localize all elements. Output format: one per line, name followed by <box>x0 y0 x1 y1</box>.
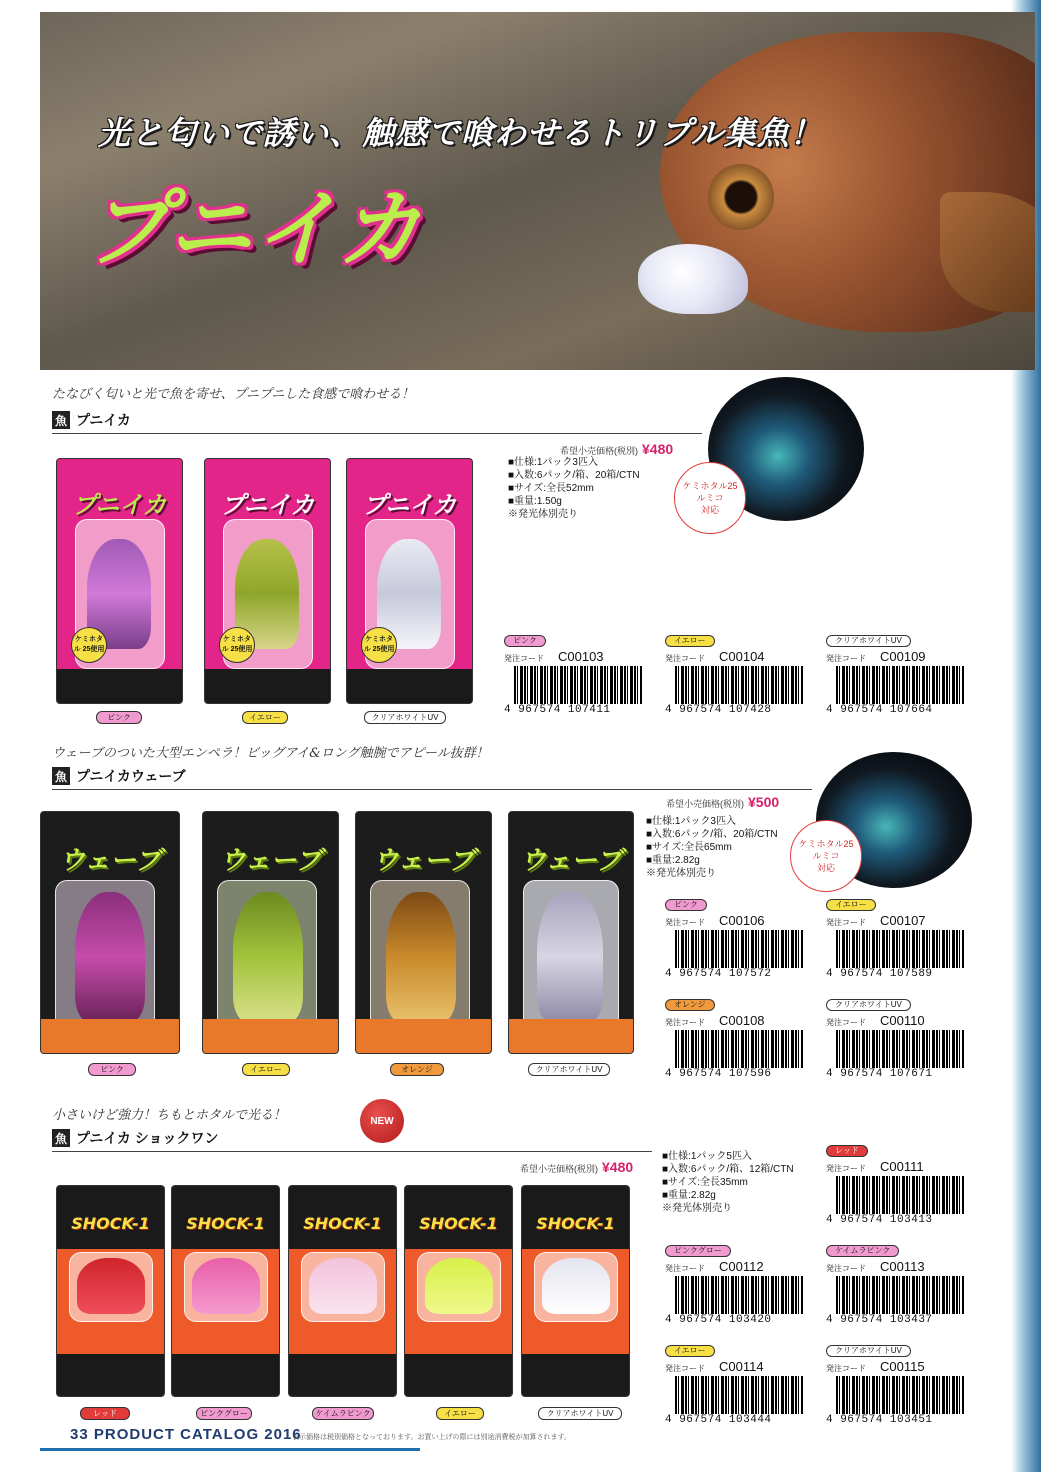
spec-line: ■入数:6パック/箱、12箱/CTN <box>662 1164 794 1175</box>
color-tag: ピンクグロー <box>196 1407 252 1420</box>
barcode-color-tag: イエロー <box>826 899 876 911</box>
package-title: プニイカ <box>362 491 457 519</box>
order-code <box>504 649 654 664</box>
product-package <box>404 1185 513 1397</box>
barcode-color-tag: イエロー <box>665 1345 715 1357</box>
order-code-label: 発注コード <box>826 654 866 663</box>
package-footer <box>57 1354 164 1396</box>
package-title: プニイカ <box>72 491 167 519</box>
spec-line: ※発光体別売り <box>646 868 716 879</box>
price <box>520 1159 633 1175</box>
product-package <box>288 1185 397 1397</box>
color-tag: クリアホワイトUV <box>364 711 446 724</box>
barcode-block <box>826 892 976 980</box>
jan-number: 4 967574 107428 <box>665 704 772 716</box>
order-code-label: 発注コード <box>826 1264 866 1273</box>
section-divider <box>52 1151 652 1152</box>
angler-icon: 魚 <box>52 411 70 429</box>
order-code <box>826 1259 976 1274</box>
order-code-value: C00106 <box>719 913 765 928</box>
price-label: 希望小売価格(税別) <box>520 1164 598 1174</box>
package-footer <box>405 1354 512 1396</box>
barcode-block <box>504 628 654 716</box>
jan-number: 4 967574 103437 <box>826 1314 933 1326</box>
lure <box>309 1258 377 1314</box>
page-number: 33 PRODUCT CATALOG 2016 <box>70 1426 302 1443</box>
spec-line: ■仕様:1パック3匹入 <box>508 457 598 468</box>
spec-line: ■重量:2.82g <box>646 855 700 866</box>
glow-compat-badge <box>674 462 746 534</box>
order-code-value: C00104 <box>719 649 765 664</box>
package-footer <box>205 669 330 703</box>
order-code-value: C00115 <box>880 1359 925 1374</box>
spec-line: ■仕様:1パック5匹入 <box>662 1151 752 1162</box>
barcode-block <box>826 992 976 1080</box>
lure <box>233 892 303 1022</box>
product-package <box>40 811 180 1054</box>
lure <box>386 892 456 1022</box>
color-tag: イエロー <box>242 1063 290 1076</box>
section-title <box>52 1128 219 1148</box>
price-label: 希望小売価格(税別) <box>666 799 744 809</box>
barcode <box>836 930 964 968</box>
order-code-value: C00111 <box>880 1159 924 1174</box>
barcode <box>675 930 803 968</box>
product-package <box>355 811 492 1054</box>
product-package <box>171 1185 280 1397</box>
order-code <box>826 913 976 928</box>
order-code-value: C00109 <box>880 649 926 664</box>
package-title: SHOCK-1 <box>303 1214 382 1233</box>
spec-line: ※発光体別売り <box>508 509 578 520</box>
package-footer <box>41 1019 179 1053</box>
barcode <box>675 1376 803 1414</box>
section-catchphrase: たなびく匂いと光で魚を寄せ、プニプニした食感で喰わせる！ <box>52 387 415 402</box>
package-footer <box>172 1354 279 1396</box>
barcode <box>836 1276 964 1314</box>
order-code-label: 発注コード <box>665 1264 705 1273</box>
angler-icon: 魚 <box>52 1129 70 1147</box>
spec-list <box>646 815 778 880</box>
color-tag: イエロー <box>436 1407 484 1420</box>
barcode-block <box>665 992 815 1080</box>
barcode-block <box>665 628 815 716</box>
section-title <box>52 766 186 786</box>
order-code <box>665 1013 815 1028</box>
order-code <box>665 1359 815 1374</box>
order-code-value: C00110 <box>880 1013 925 1028</box>
color-tag: ピンク <box>88 1063 136 1076</box>
barcode-color-tag: イエロー <box>665 635 715 647</box>
barcode-block <box>826 628 976 716</box>
price-note: 表示価格は税別価格となっております。お買い上げの際には別途消費税が加算されます。 <box>292 1434 571 1441</box>
color-tag: ケイムラピンク <box>312 1407 374 1420</box>
lure <box>192 1258 260 1314</box>
package-footer <box>522 1354 629 1396</box>
order-code-value: C00113 <box>880 1259 925 1274</box>
glow-compat-badge <box>790 820 862 892</box>
price-label: 希望小売価格(税別) <box>560 446 638 456</box>
spec-line: ■サイズ:全長35mm <box>662 1177 748 1188</box>
barcode-color-tag: クリアホワイトUV <box>826 999 911 1011</box>
order-code-label: 発注コード <box>665 654 705 663</box>
section-name: プニイカウェーブ <box>76 768 186 784</box>
spec-list <box>662 1150 794 1215</box>
hero-banner <box>40 12 1035 370</box>
barcode-color-tag: クリアホワイトUV <box>826 1345 911 1357</box>
barcode <box>836 666 964 704</box>
package-title: SHOCK-1 <box>186 1214 265 1233</box>
section-name: プニイカ <box>76 412 131 428</box>
order-code-label: 発注コード <box>665 1018 705 1027</box>
spec-line: ■仕様:1パック3匹入 <box>646 816 736 827</box>
jan-number: 4 967574 107596 <box>665 1068 772 1080</box>
price-value: ¥500 <box>748 794 780 810</box>
package-title: ウェーブ <box>219 846 322 876</box>
hero-fish-eye <box>708 164 774 230</box>
product-package <box>521 1185 630 1397</box>
color-tag: イエロー <box>242 711 288 724</box>
order-code-label: 発注コード <box>826 1164 866 1173</box>
order-code <box>826 1013 976 1028</box>
jan-number: 4 967574 103413 <box>826 1214 933 1226</box>
badge-line: ケミホタル25 <box>798 839 854 849</box>
barcode <box>836 1376 964 1414</box>
order-code-value: C00103 <box>558 649 604 664</box>
barcode-color-tag: レッド <box>826 1145 868 1157</box>
section-catchphrase: 小さいけど強力！ちもとホタルで光る！ <box>52 1108 287 1123</box>
color-tag: ピンク <box>96 711 142 724</box>
spec-line: ■サイズ:全長65mm <box>646 842 732 853</box>
package-title: SHOCK-1 <box>419 1214 498 1233</box>
badge-line: 対応 <box>816 863 835 873</box>
barcode-block <box>826 1238 976 1326</box>
order-code-label: 発注コード <box>826 1364 866 1373</box>
lure <box>75 892 145 1022</box>
spec-line: ■入数:6パック/箱、20箱/CTN <box>508 470 640 481</box>
color-tag: クリアホワイトUV <box>528 1063 610 1076</box>
product-package <box>204 458 331 704</box>
jan-number: 4 967574 107572 <box>665 968 772 980</box>
jan-number: 4 967574 103451 <box>826 1414 933 1426</box>
spec-line: ※発光体別売り <box>662 1203 732 1214</box>
jan-number: 4 967574 107671 <box>826 1068 933 1080</box>
order-code-label: 発注コード <box>826 918 866 927</box>
barcode <box>675 666 803 704</box>
product-package <box>56 1185 165 1397</box>
angler-icon: 魚 <box>52 767 70 785</box>
product-package <box>202 811 339 1054</box>
order-code-value: C00112 <box>719 1259 764 1274</box>
spec-line: ■重量:1.50g <box>508 496 562 507</box>
hero-tagline: 光と匂いで誘い、触感で喰わせるトリプル集魚！ <box>98 114 823 152</box>
order-code-value: C00107 <box>880 913 926 928</box>
package-title: SHOCK-1 <box>536 1214 615 1233</box>
jan-number: 4 967574 107589 <box>826 968 933 980</box>
jan-number: 4 967574 103420 <box>665 1314 772 1326</box>
jan-number: 4 967574 107411 <box>504 704 611 716</box>
badge-line: 対応 <box>700 505 719 515</box>
order-code <box>826 649 976 664</box>
package-title: SHOCK-1 <box>71 1214 150 1233</box>
badge-line: ケミホタル25 <box>682 481 738 491</box>
price <box>560 441 673 457</box>
badge-line: ルミコ <box>812 851 840 861</box>
order-code <box>665 649 815 664</box>
lure <box>542 1258 610 1314</box>
barcode-block <box>826 1338 976 1426</box>
package-footer <box>509 1019 633 1053</box>
section-catchphrase: ウェーブのついた大型エンペラ！ビッグアイ&ロング触腕でアピール抜群！ <box>52 746 489 761</box>
order-code <box>665 1259 815 1274</box>
spec-line: ■重量:2.82g <box>662 1190 716 1201</box>
product-package <box>508 811 634 1054</box>
product-package <box>346 458 473 704</box>
order-code <box>665 913 815 928</box>
color-tag: クリアホワイトUV <box>538 1407 622 1420</box>
package-title: ウェーブ <box>372 846 475 876</box>
barcode-block <box>665 1338 815 1426</box>
barcode-block <box>665 892 815 980</box>
price-value: ¥480 <box>602 1159 634 1175</box>
order-code <box>826 1359 976 1374</box>
package-footer <box>203 1019 338 1053</box>
order-code-value: C00114 <box>719 1359 764 1374</box>
price-value: ¥480 <box>642 441 674 457</box>
barcode-color-tag: ピンク <box>665 899 707 911</box>
package-badge: ケミホタル 25使用 <box>219 627 255 663</box>
package-title: プニイカ <box>220 491 315 519</box>
jan-number: 4 967574 103444 <box>665 1414 772 1426</box>
lure <box>77 1258 145 1314</box>
order-code-label: 発注コード <box>665 1364 705 1373</box>
barcode-block <box>665 1238 815 1326</box>
barcode-color-tag: クリアホワイトUV <box>826 635 911 647</box>
order-code-label: 発注コード <box>826 1018 866 1027</box>
new-badge: NEW <box>360 1099 404 1143</box>
order-code <box>826 1159 976 1174</box>
barcode-color-tag: ピンクグロー <box>665 1245 731 1257</box>
spec-list <box>508 456 640 521</box>
package-footer <box>57 669 182 703</box>
barcode-color-tag: ケイムラピンク <box>826 1245 899 1257</box>
section-divider <box>52 433 702 434</box>
section-divider <box>52 789 812 790</box>
color-tag: レッド <box>80 1407 130 1420</box>
spec-line: ■入数:6パック/箱、20箱/CTN <box>646 829 778 840</box>
section-name: プニイカ ショックワン <box>76 1130 219 1146</box>
barcode <box>675 1030 803 1068</box>
lure <box>425 1258 493 1314</box>
package-title: ウェーブ <box>59 846 161 876</box>
lure <box>537 892 603 1022</box>
order-code-label: 発注コード <box>504 654 544 663</box>
package-footer <box>347 669 472 703</box>
section-title <box>52 410 131 430</box>
barcode-block <box>826 1138 976 1226</box>
barcode <box>675 1276 803 1314</box>
color-tag: オレンジ <box>390 1063 444 1076</box>
spec-line: ■サイズ:全長52mm <box>508 483 594 494</box>
order-code-value: C00108 <box>719 1013 765 1028</box>
package-badge: ケミホタル 25使用 <box>361 627 397 663</box>
price <box>666 794 779 810</box>
barcode-color-tag: ピンク <box>504 635 546 647</box>
badge-line: ルミコ <box>696 493 724 503</box>
package-badge: ケミホタル 25使用 <box>71 627 107 663</box>
barcode <box>836 1176 964 1214</box>
product-package <box>56 458 183 704</box>
order-code-label: 発注コード <box>665 918 705 927</box>
package-footer <box>289 1354 396 1396</box>
barcode <box>514 666 642 704</box>
package-footer <box>356 1019 491 1053</box>
jan-number: 4 967574 107664 <box>826 704 933 716</box>
barcode <box>836 1030 964 1068</box>
footer-rule <box>40 1448 420 1451</box>
barcode-color-tag: オレンジ <box>665 999 715 1011</box>
hero-logo: プニイカ <box>86 180 424 278</box>
package-title: ウェーブ <box>520 846 622 876</box>
